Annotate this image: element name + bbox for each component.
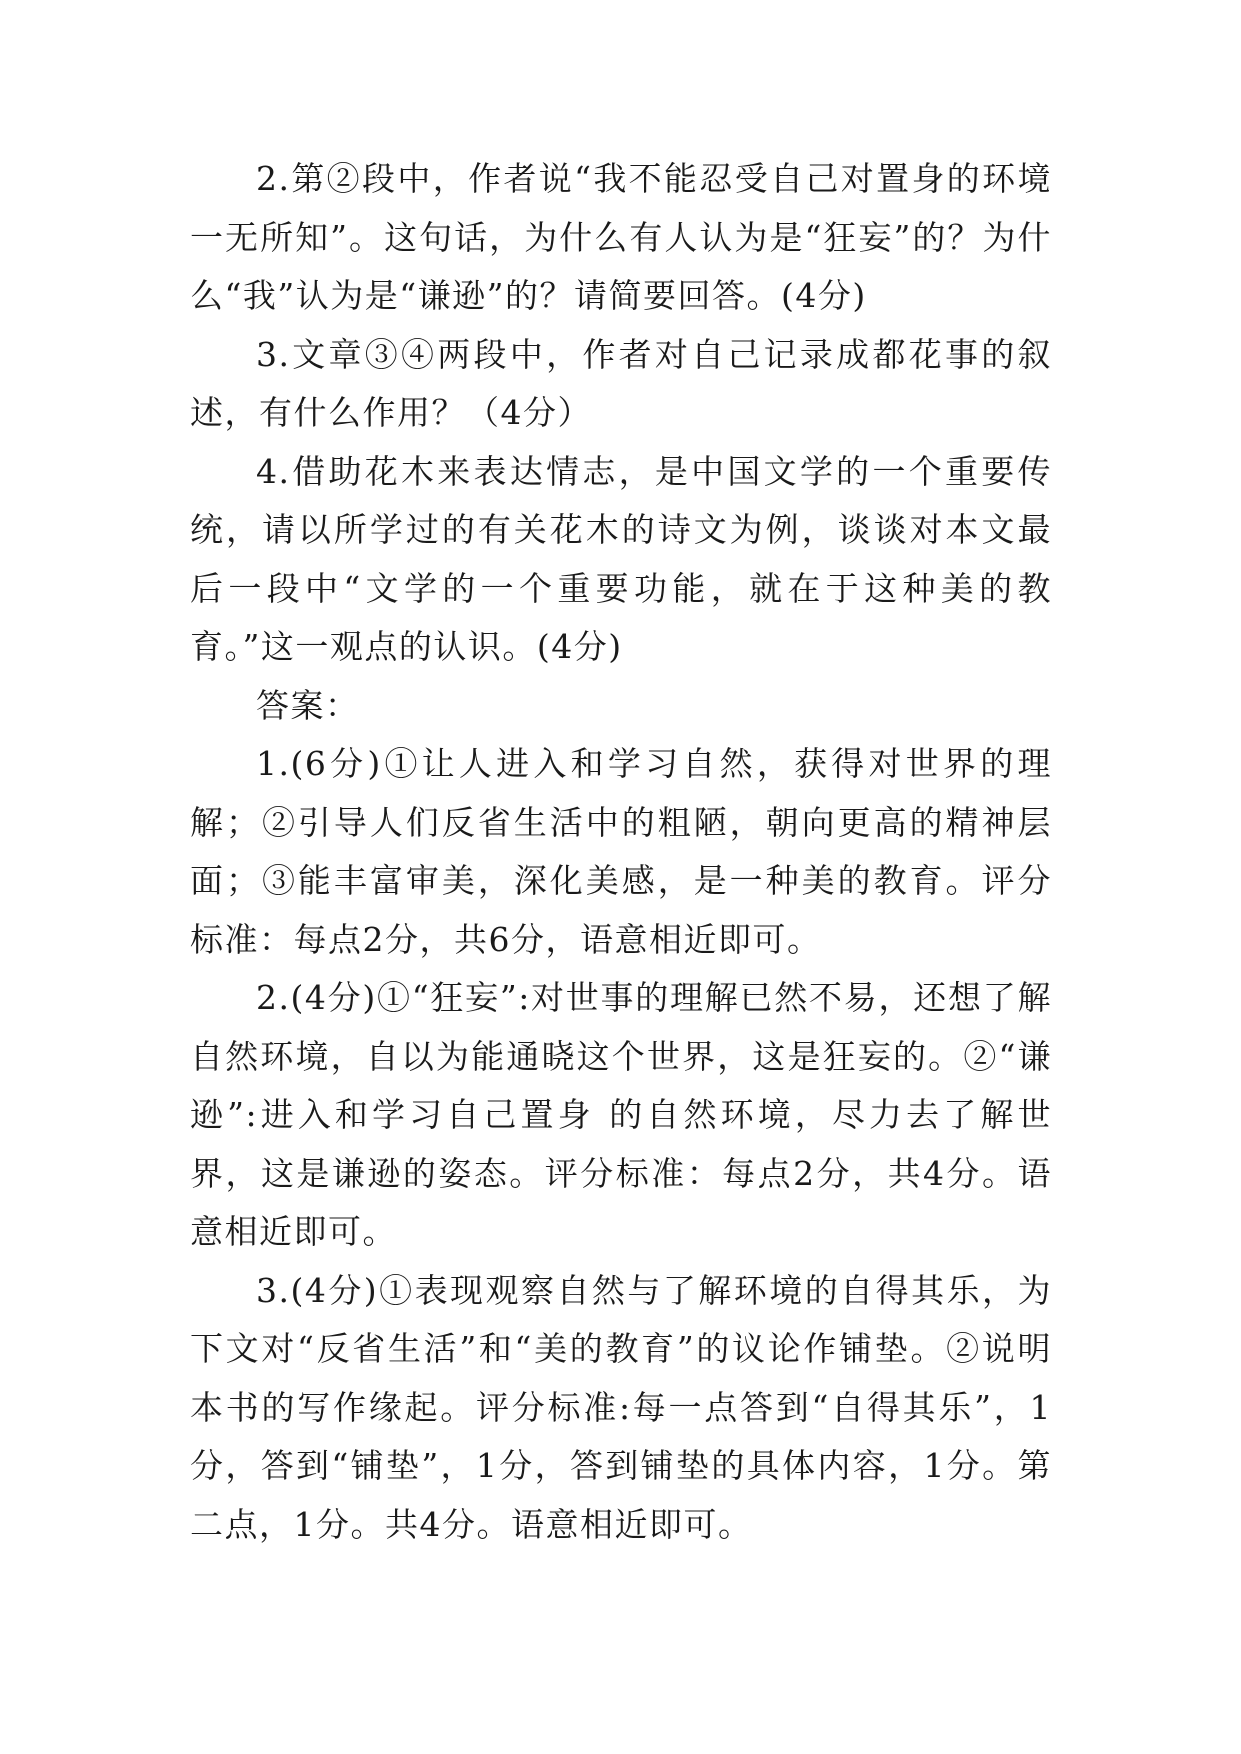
answer-2-paragraph: 2.(4分)①“狂妄”:对世事的理解已然不易，还想了解自然环境，自以为能通晓这个世界，这是狂妄的。②“谦逊”:进入和学习自己置身 的自然环境，尽力去了解世界，这是谦逊的姿态。评分标准：每点2分，共4分。语意相近即可。 [190, 978, 1052, 1251]
answer-3-paragraph: 3.(4分)①表现观察自然与了解环境的自得其乐，为下文对“反省生活”和“美的教育”的议论作铺垫。②说明本书的写作缘起。评分标准:每一点答到“自得其乐”，1分，答到“铺垫”，1分，答到铺垫的具体内容，1分。第二点，1分。共4分。语意相近即可。 [190, 1270, 1052, 1544]
question-2-paragraph: 2.第②段中，作者说“我不能忍受自己对置身的环境一无所知”。这句话，为什么有人认为是“狂妄”的？为什么“我”认为是“谦逊”的？请简要回答。(4分) [190, 159, 1052, 315]
document-body [190, 150, 1052, 1554]
question-3-paragraph: 3.文章③④两段中，作者对自己记录成都花事的叙述，有什么作用？（4分） [190, 334, 1052, 432]
question-4-paragraph: 4.借助花木来表达情志，是中国文学的一个重要传统，请以所学过的有关花木的诗文为例，谈谈对本文最后一段中“文学的一个重要功能，就在于这种美的教育。”这一观点的认识。(4分) [190, 451, 1052, 666]
answers-heading: 答案： [256, 685, 360, 725]
answer-1-paragraph: 1.(6分)①让人进入和学习自然，获得对世界的理解；②引导人们反省生活中的粗陋，朝向更高的精神层面；③能丰富审美，深化美感，是一种美的教育。评分标准：每点2分，共6分，语意相近即可。 [190, 744, 1052, 959]
